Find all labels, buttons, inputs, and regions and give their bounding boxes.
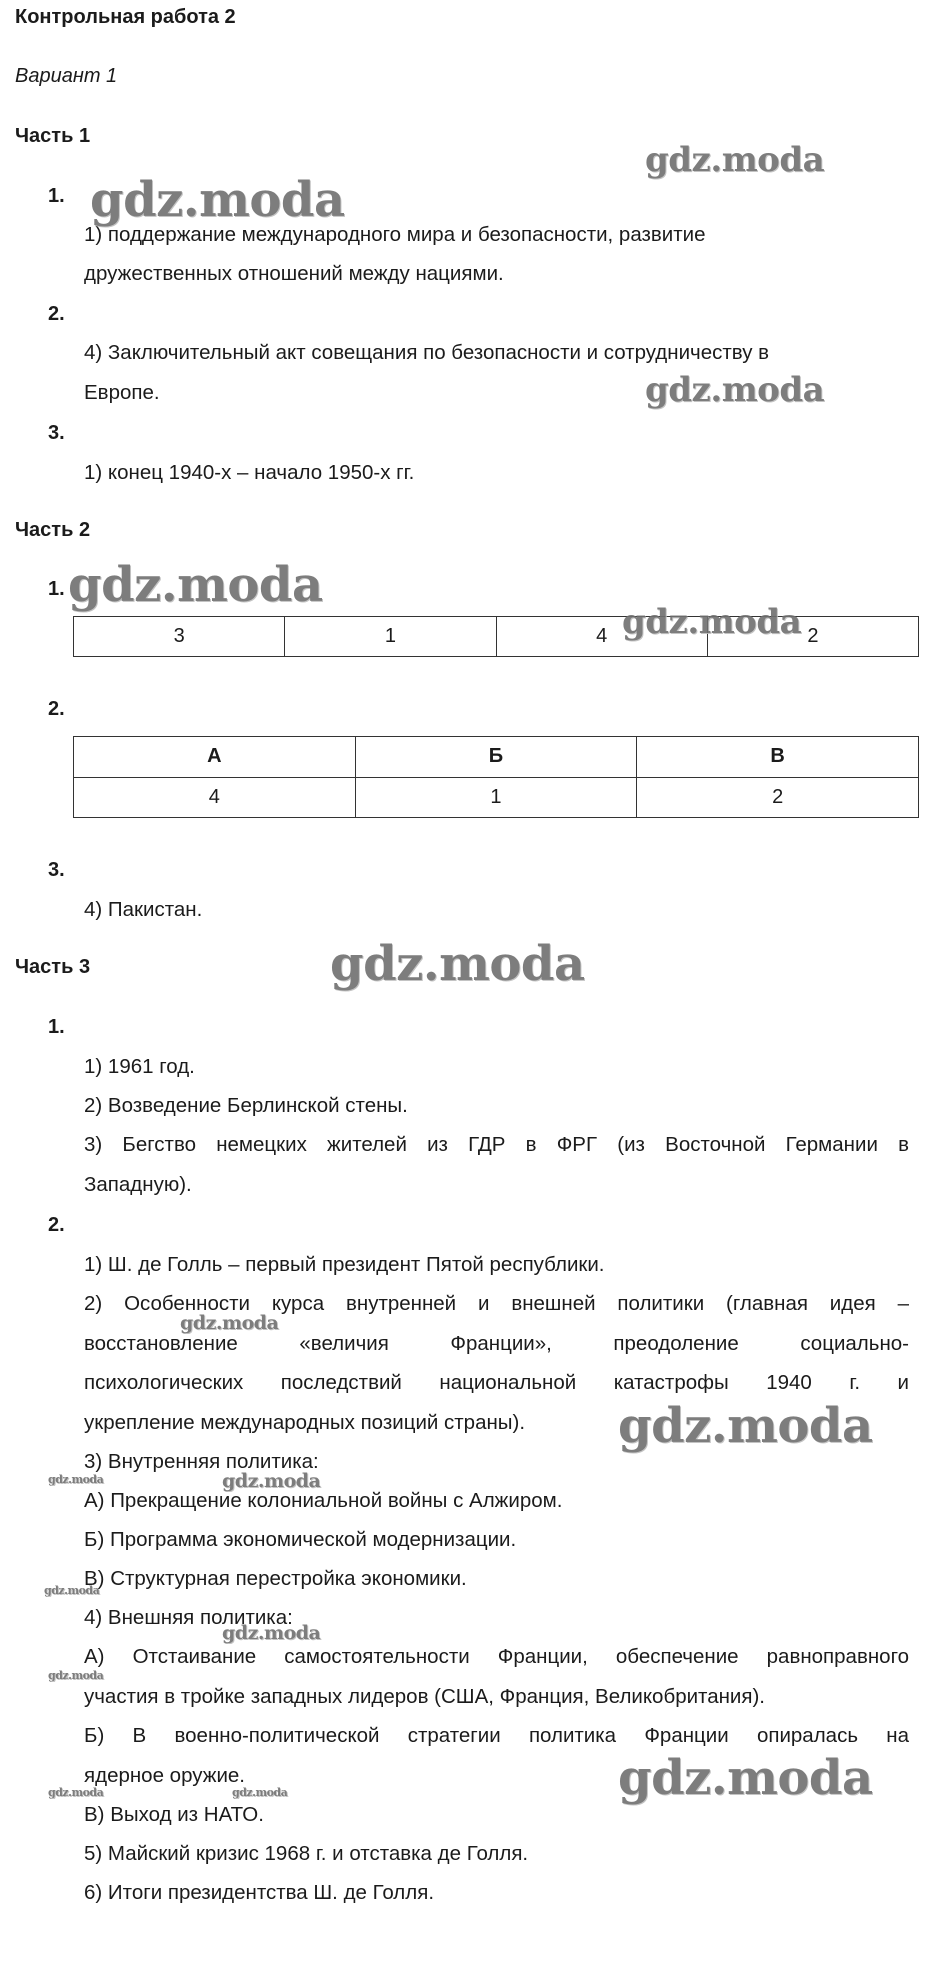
part3-q2-answer-line6: 3) Внутренняя политика: (84, 1450, 319, 1473)
part3-q2-answer-line10: 4) Внешняя политика: (84, 1606, 293, 1629)
part3-q2-answer-line11: А) Отстаивание самостоятельности Франции, обеспечение равноправного (84, 1645, 909, 1668)
part2-q3-number: 3. (48, 859, 65, 881)
variant-label: Вариант 1 (15, 65, 118, 87)
part1-q1-answer-line2: дружественных отношений между нациями. (84, 262, 504, 285)
part3-q2-answer-line8: Б) Программа экономической модернизации. (84, 1528, 517, 1551)
part1-q3-number: 3. (48, 422, 65, 444)
table-cell: 1 (355, 777, 637, 818)
table-header-row (74, 737, 919, 778)
part3-q2-answer-line12: участия в тройке западных лидеров (США, Франция, Великобритания). (84, 1685, 766, 1708)
table-cell: 2 (637, 777, 919, 818)
part2-q3-answer-line1: 4) Пакистан. (84, 898, 203, 921)
part3-q1-number: 1. (48, 1016, 65, 1038)
watermark: gdz.moda (622, 602, 802, 642)
table-cell: 1 (285, 617, 496, 657)
part3-q2-number: 2. (48, 1214, 65, 1236)
part2-q2-number: 2. (48, 698, 65, 720)
table-cell: 3 (74, 617, 285, 657)
part2-q1-number: 1. (48, 578, 65, 600)
part1-q1-answer-line1: 1) поддержание международного мира и безопасности, развитие (84, 223, 706, 246)
watermark: gdz.moda (645, 140, 825, 180)
watermark: gdz.moda (48, 1473, 104, 1486)
watermark: gdz.moda (48, 1786, 104, 1799)
page-title: Контрольная работа 2 (15, 6, 236, 28)
watermark: gdz.moda (232, 1786, 288, 1799)
table-header-cell: Б (355, 737, 637, 778)
watermark: gdz.moda (44, 1584, 100, 1597)
part2-q2-answer-table (73, 736, 919, 818)
table-header-cell: А (74, 737, 356, 778)
watermark: gdz.moda (330, 936, 585, 992)
part3-q2-answer-line7: А) Прекращение колониальной войны с Алжиром. (84, 1489, 563, 1512)
part3-q2-answer-line15: В) Выход из НАТО. (84, 1803, 264, 1826)
table-cell: 2 (707, 617, 918, 657)
part3-q2-answer-line1: 1) Ш. де Голль – первый президент Пятой республики. (84, 1253, 605, 1276)
part3-q2-answer-line5: укрепление международных позиций страны). (84, 1411, 526, 1434)
part3-q1-answer-line4: Западную). (84, 1173, 192, 1196)
watermark: gdz.moda (90, 172, 345, 228)
table-cell: 4 (74, 777, 356, 818)
watermark: gdz.moda (222, 1622, 321, 1644)
part2-heading: Часть 2 (15, 519, 91, 541)
part3-q2-answer-line4: психологических последствий национальной катастрофы 1940 г. и (84, 1371, 909, 1394)
watermark: gdz.moda (48, 1669, 104, 1682)
part3-q2-answer-line13: Б) В военно-политической стратегии политика Франции опиралась на (84, 1724, 909, 1747)
watermark: gdz.moda (645, 370, 825, 410)
part3-q1-answer-line3: 3) Бегство немецких жителей из ГДР в ФРГ (из Восточной Германии в (84, 1133, 909, 1156)
watermark: gdz.moda (180, 1312, 279, 1334)
part3-q2-answer-line9: В) Структурная перестройка экономики. (84, 1567, 467, 1590)
part3-q2-answer-line17: 6) Итоги президентства Ш. де Голля. (84, 1881, 435, 1904)
part1-q2-number: 2. (48, 303, 65, 325)
part3-q2-answer-line2: 2) Особенности курса внутренней и внешней политики (главная идея – (84, 1292, 909, 1315)
part1-q1-number: 1. (48, 185, 65, 207)
part3-heading: Часть 3 (15, 956, 91, 978)
part3-q1-answer-line2: 2) Возведение Берлинской стены. (84, 1094, 408, 1117)
part3-q2-answer-line3: восстановление «величия Франции», преодоление социально- (84, 1332, 909, 1355)
part3-q2-answer-line16: 5) Майский кризис 1968 г. и отставка де Голля. (84, 1842, 529, 1865)
part1-q2-answer-line2: Европе. (84, 381, 160, 404)
watermark: gdz.moda (618, 1750, 873, 1806)
part3-q1-answer-line1: 1) 1961 год. (84, 1055, 195, 1078)
part1-heading: Часть 1 (15, 125, 91, 147)
watermark: gdz.moda (222, 1470, 321, 1492)
part1-q2-answer-line1: 4) Заключительный акт совещания по безопасности и сотрудничеству в (84, 341, 770, 364)
table-cell: 4 (496, 617, 707, 657)
watermark: gdz.moda (618, 1398, 873, 1454)
part1-q3-answer-line1: 1) конец 1940-х – начало 1950-х гг. (84, 461, 415, 484)
table-header-cell: В (637, 737, 919, 778)
part3-q2-answer-line14: ядерное оружие. (84, 1764, 245, 1787)
watermark: gdz.moda (68, 557, 323, 613)
table-row (74, 777, 919, 818)
